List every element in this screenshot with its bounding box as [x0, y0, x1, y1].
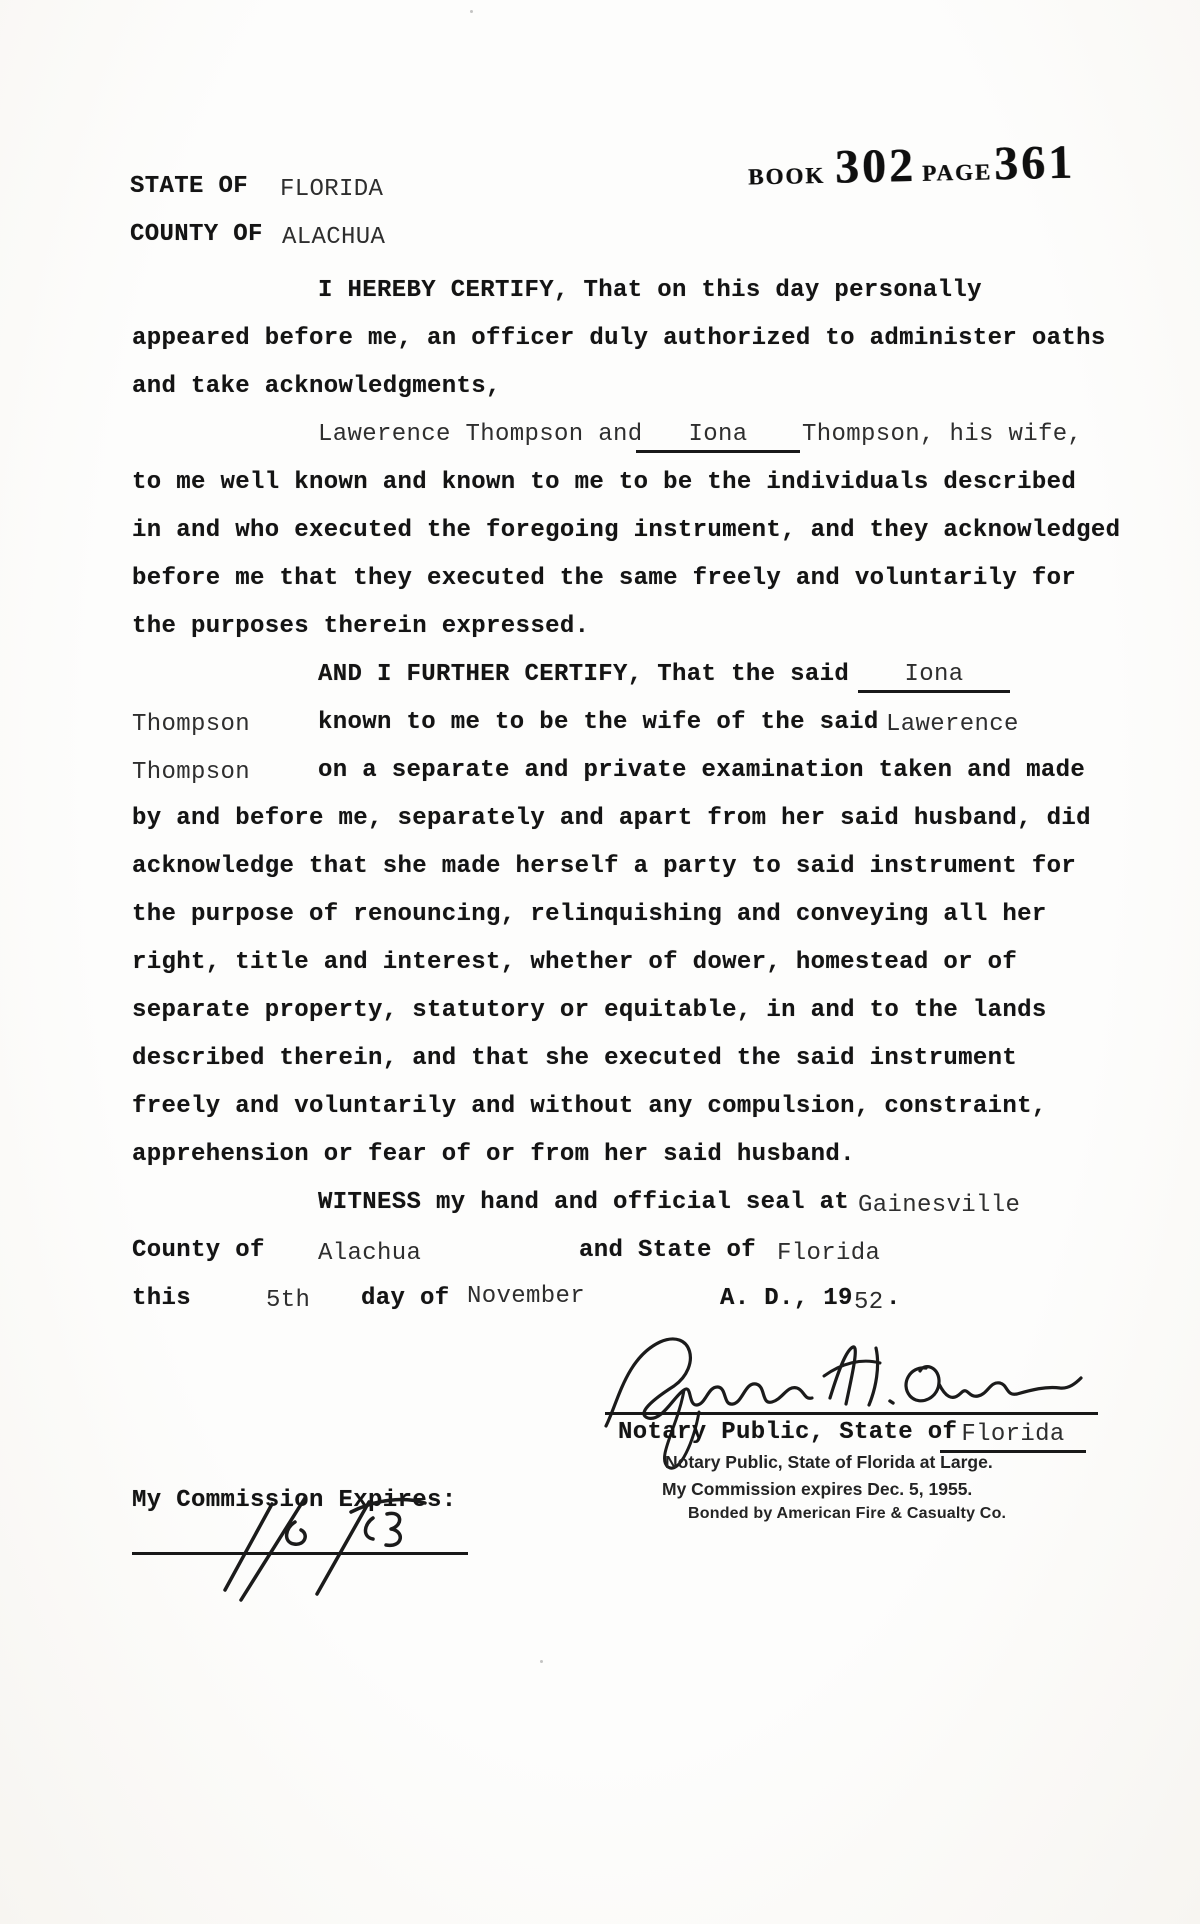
- scan-speck: [540, 1660, 543, 1663]
- county-of-label: COUNTY OF: [130, 221, 263, 248]
- signature-line: [605, 1412, 1098, 1415]
- body-line: acknowledge that she made herself a party to said instrument for: [132, 853, 1077, 880]
- notary-stamp-text-1: Notary Public, State of Florida at Large.: [665, 1452, 993, 1472]
- body-line: right, title and interest, whether of dower, homestead or of: [132, 949, 1018, 976]
- notary-stamp-text-3: Bonded by American Fire & Casualty Co.: [688, 1505, 1007, 1522]
- body-line: known to me to be the wife of the said: [318, 709, 879, 736]
- scan-speck: [905, 330, 908, 333]
- body-line: to me well known and known to me to be the individuals described: [132, 469, 1077, 496]
- wife-name-blank: Iona: [636, 421, 800, 453]
- day-of-label: day of: [361, 1285, 450, 1312]
- body-line: by and before me, separately and apart from her said husband, did: [132, 805, 1091, 832]
- witness-clause: WITNESS my hand and official seal at: [318, 1189, 850, 1216]
- husband-name: Lawerence: [886, 711, 1019, 738]
- notary-state-blank: Florida: [940, 1421, 1086, 1453]
- wife-name-blank-2: Iona: [858, 661, 1010, 693]
- period: .: [886, 1285, 901, 1312]
- body-line: AND I FURTHER CERTIFY, That the said: [318, 661, 850, 688]
- year-value: 52: [854, 1289, 884, 1316]
- body-line: separate property, statutory or equitable, in and to the lands: [132, 997, 1047, 1024]
- margin-name: Thompson: [132, 759, 251, 786]
- month-value: November: [467, 1283, 586, 1310]
- body-line: in and who executed the foregoing instrument, and they acknowledged: [132, 517, 1121, 544]
- state-of-label: STATE OF: [130, 173, 249, 200]
- book-label: BOOK: [747, 162, 826, 190]
- body-line: and take acknowledgments,: [132, 373, 501, 400]
- grantor-names: Lawerence Thompson and: [318, 421, 643, 448]
- margin-name: Thompson: [132, 711, 251, 738]
- notary-title-label: Notary Public, State of: [618, 1419, 958, 1446]
- body-line: before me that they executed the same freely and voluntarily for: [132, 565, 1077, 592]
- handwritten-commission-date: [175, 1492, 445, 1607]
- body-line: Thompson, his wife,: [802, 421, 1083, 448]
- body-line: on a separate and private examination taken and made: [318, 757, 1086, 784]
- book-number: 302: [834, 138, 917, 194]
- body-line: the purpose of renouncing, relinquishing and conveying all her: [132, 901, 1047, 928]
- page-number: 361: [993, 135, 1076, 191]
- body-line: appeared before me, an officer duly authorized to administer oaths: [132, 325, 1106, 352]
- county-of-label-2: County of: [132, 1237, 265, 1264]
- body-line: I HEREBY CERTIFY, That on this day personally: [318, 277, 982, 304]
- book-page-stamp: [747, 135, 1081, 197]
- body-line: described therein, and that she executed the said instrument: [132, 1045, 1018, 1072]
- body-line: the purposes therein expressed.: [132, 613, 590, 640]
- body-line: freely and voluntarily and without any compulsion, constraint,: [132, 1093, 1047, 1120]
- notary-stamp-text-2: My Commission expires Dec. 5, 1955.: [662, 1479, 973, 1499]
- state-value-2: Florida: [777, 1240, 881, 1267]
- county-value: ALACHUA: [282, 224, 386, 251]
- state-of-label-2: and State of: [579, 1237, 757, 1264]
- commission-expires-label: My Commission Expires:: [132, 1487, 457, 1514]
- scan-speck: [470, 10, 473, 13]
- body-line: apprehension or fear of or from her said husband.: [132, 1141, 855, 1168]
- county-value-2: Alachua: [318, 1240, 422, 1267]
- city-value: Gainesville: [858, 1192, 1021, 1219]
- year-prefix: A. D., 19: [720, 1285, 853, 1312]
- page-label: PAGE: [921, 159, 993, 186]
- state-value: FLORIDA: [280, 176, 384, 203]
- this-label: this: [132, 1285, 192, 1312]
- day-value: 5th: [266, 1287, 311, 1314]
